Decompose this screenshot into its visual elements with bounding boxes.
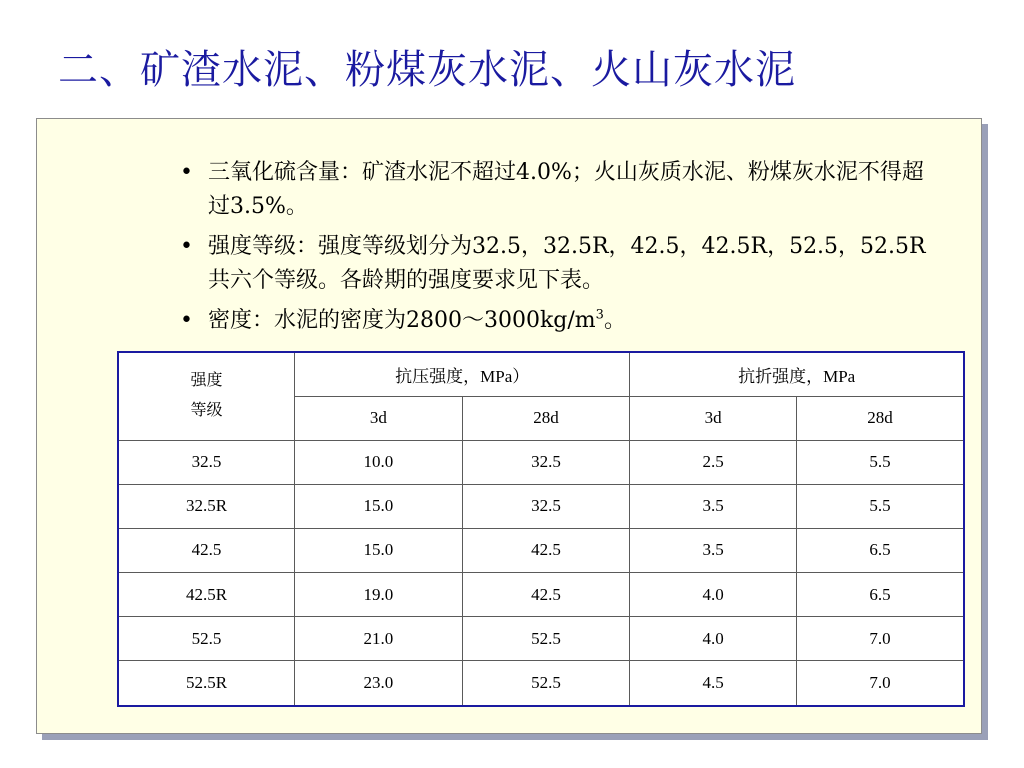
bullet-dot: • (180, 234, 193, 259)
bullet-dot: • (180, 308, 193, 333)
strength-table (117, 351, 965, 707)
cell-flexural-28d: 5.5 (796, 440, 964, 484)
cell-compressive-28d: 42.5 (462, 572, 630, 616)
cell-flexural-3d: 4.0 (630, 572, 797, 616)
cell-flexural-3d: 3.5 (630, 528, 797, 572)
table-row (118, 528, 964, 572)
bullet-text-end: 。 (603, 308, 626, 333)
bullet-dot: • (180, 160, 193, 185)
cell-compressive-3d: 21.0 (295, 617, 463, 661)
bullet-list (180, 156, 940, 344)
cell-flexural-3d: 4.5 (630, 661, 797, 706)
subheader-compressive-3d: 3d (295, 396, 463, 440)
cell-compressive-3d: 15.0 (295, 528, 463, 572)
cell-flexural-3d: 4.0 (630, 617, 797, 661)
cell-compressive-28d: 52.5 (462, 661, 630, 706)
table-row (118, 572, 964, 616)
cell-compressive-28d: 32.5 (462, 440, 630, 484)
bullet-text: 强度等级：强度等级划分为32.5，32.5R，42.5，42.5R，52.5，52.5R共六个等级。各龄期的强度要求见下表。 (208, 234, 926, 293)
table-row (118, 440, 964, 484)
cell-grade: 52.5 (118, 617, 295, 661)
grade-header-line1: 强度 (190, 372, 223, 390)
cell-flexural-28d: 5.5 (796, 484, 964, 528)
grade-header-cell (118, 352, 295, 440)
cell-flexural-3d: 3.5 (630, 484, 797, 528)
cell-compressive-3d: 23.0 (295, 661, 463, 706)
subheader-flexural-3d: 3d (630, 396, 797, 440)
cell-compressive-3d: 10.0 (295, 440, 463, 484)
cell-grade: 42.5R (118, 572, 295, 616)
cell-grade: 42.5 (118, 528, 295, 572)
bullet-text: 密度：水泥的密度为2800～3000kg/m (208, 308, 596, 333)
cell-flexural-3d: 2.5 (630, 440, 797, 484)
cell-grade: 32.5 (118, 440, 295, 484)
superscript-3: 3 (595, 307, 604, 323)
table-row (118, 617, 964, 661)
cell-compressive-3d: 19.0 (295, 572, 463, 616)
table-row (118, 484, 964, 528)
bullet-item-sulfur (180, 156, 940, 224)
subheader-compressive-28d: 28d (462, 396, 630, 440)
bullet-text: 三氧化硫含量：矿渣水泥不超过4.0%；火山灰质水泥、粉煤灰水泥不得超过3.5%。 (208, 160, 924, 219)
cell-flexural-28d: 7.0 (796, 617, 964, 661)
slide-title: 二、矿渣水泥、粉煤灰水泥、火山灰水泥 (58, 47, 796, 93)
cell-grade: 52.5R (118, 661, 295, 706)
cell-compressive-28d: 42.5 (462, 528, 630, 572)
bullet-item-density (180, 304, 940, 338)
table-header-row (118, 352, 964, 396)
cell-flexural-28d: 6.5 (796, 528, 964, 572)
subheader-flexural-28d: 28d (796, 396, 964, 440)
cell-flexural-28d: 7.0 (796, 661, 964, 706)
bullet-item-strength-grades (180, 230, 940, 298)
grade-header-line2: 等级 (190, 402, 223, 420)
cell-compressive-3d: 15.0 (295, 484, 463, 528)
flexural-strength-header: 抗折强度，MPa (630, 352, 964, 396)
cell-compressive-28d: 32.5 (462, 484, 630, 528)
cell-grade: 32.5R (118, 484, 295, 528)
compressive-strength-header: 抗压强度，MPa） (295, 352, 630, 396)
table-row (118, 661, 964, 706)
cell-flexural-28d: 6.5 (796, 572, 964, 616)
cell-compressive-28d: 52.5 (462, 617, 630, 661)
